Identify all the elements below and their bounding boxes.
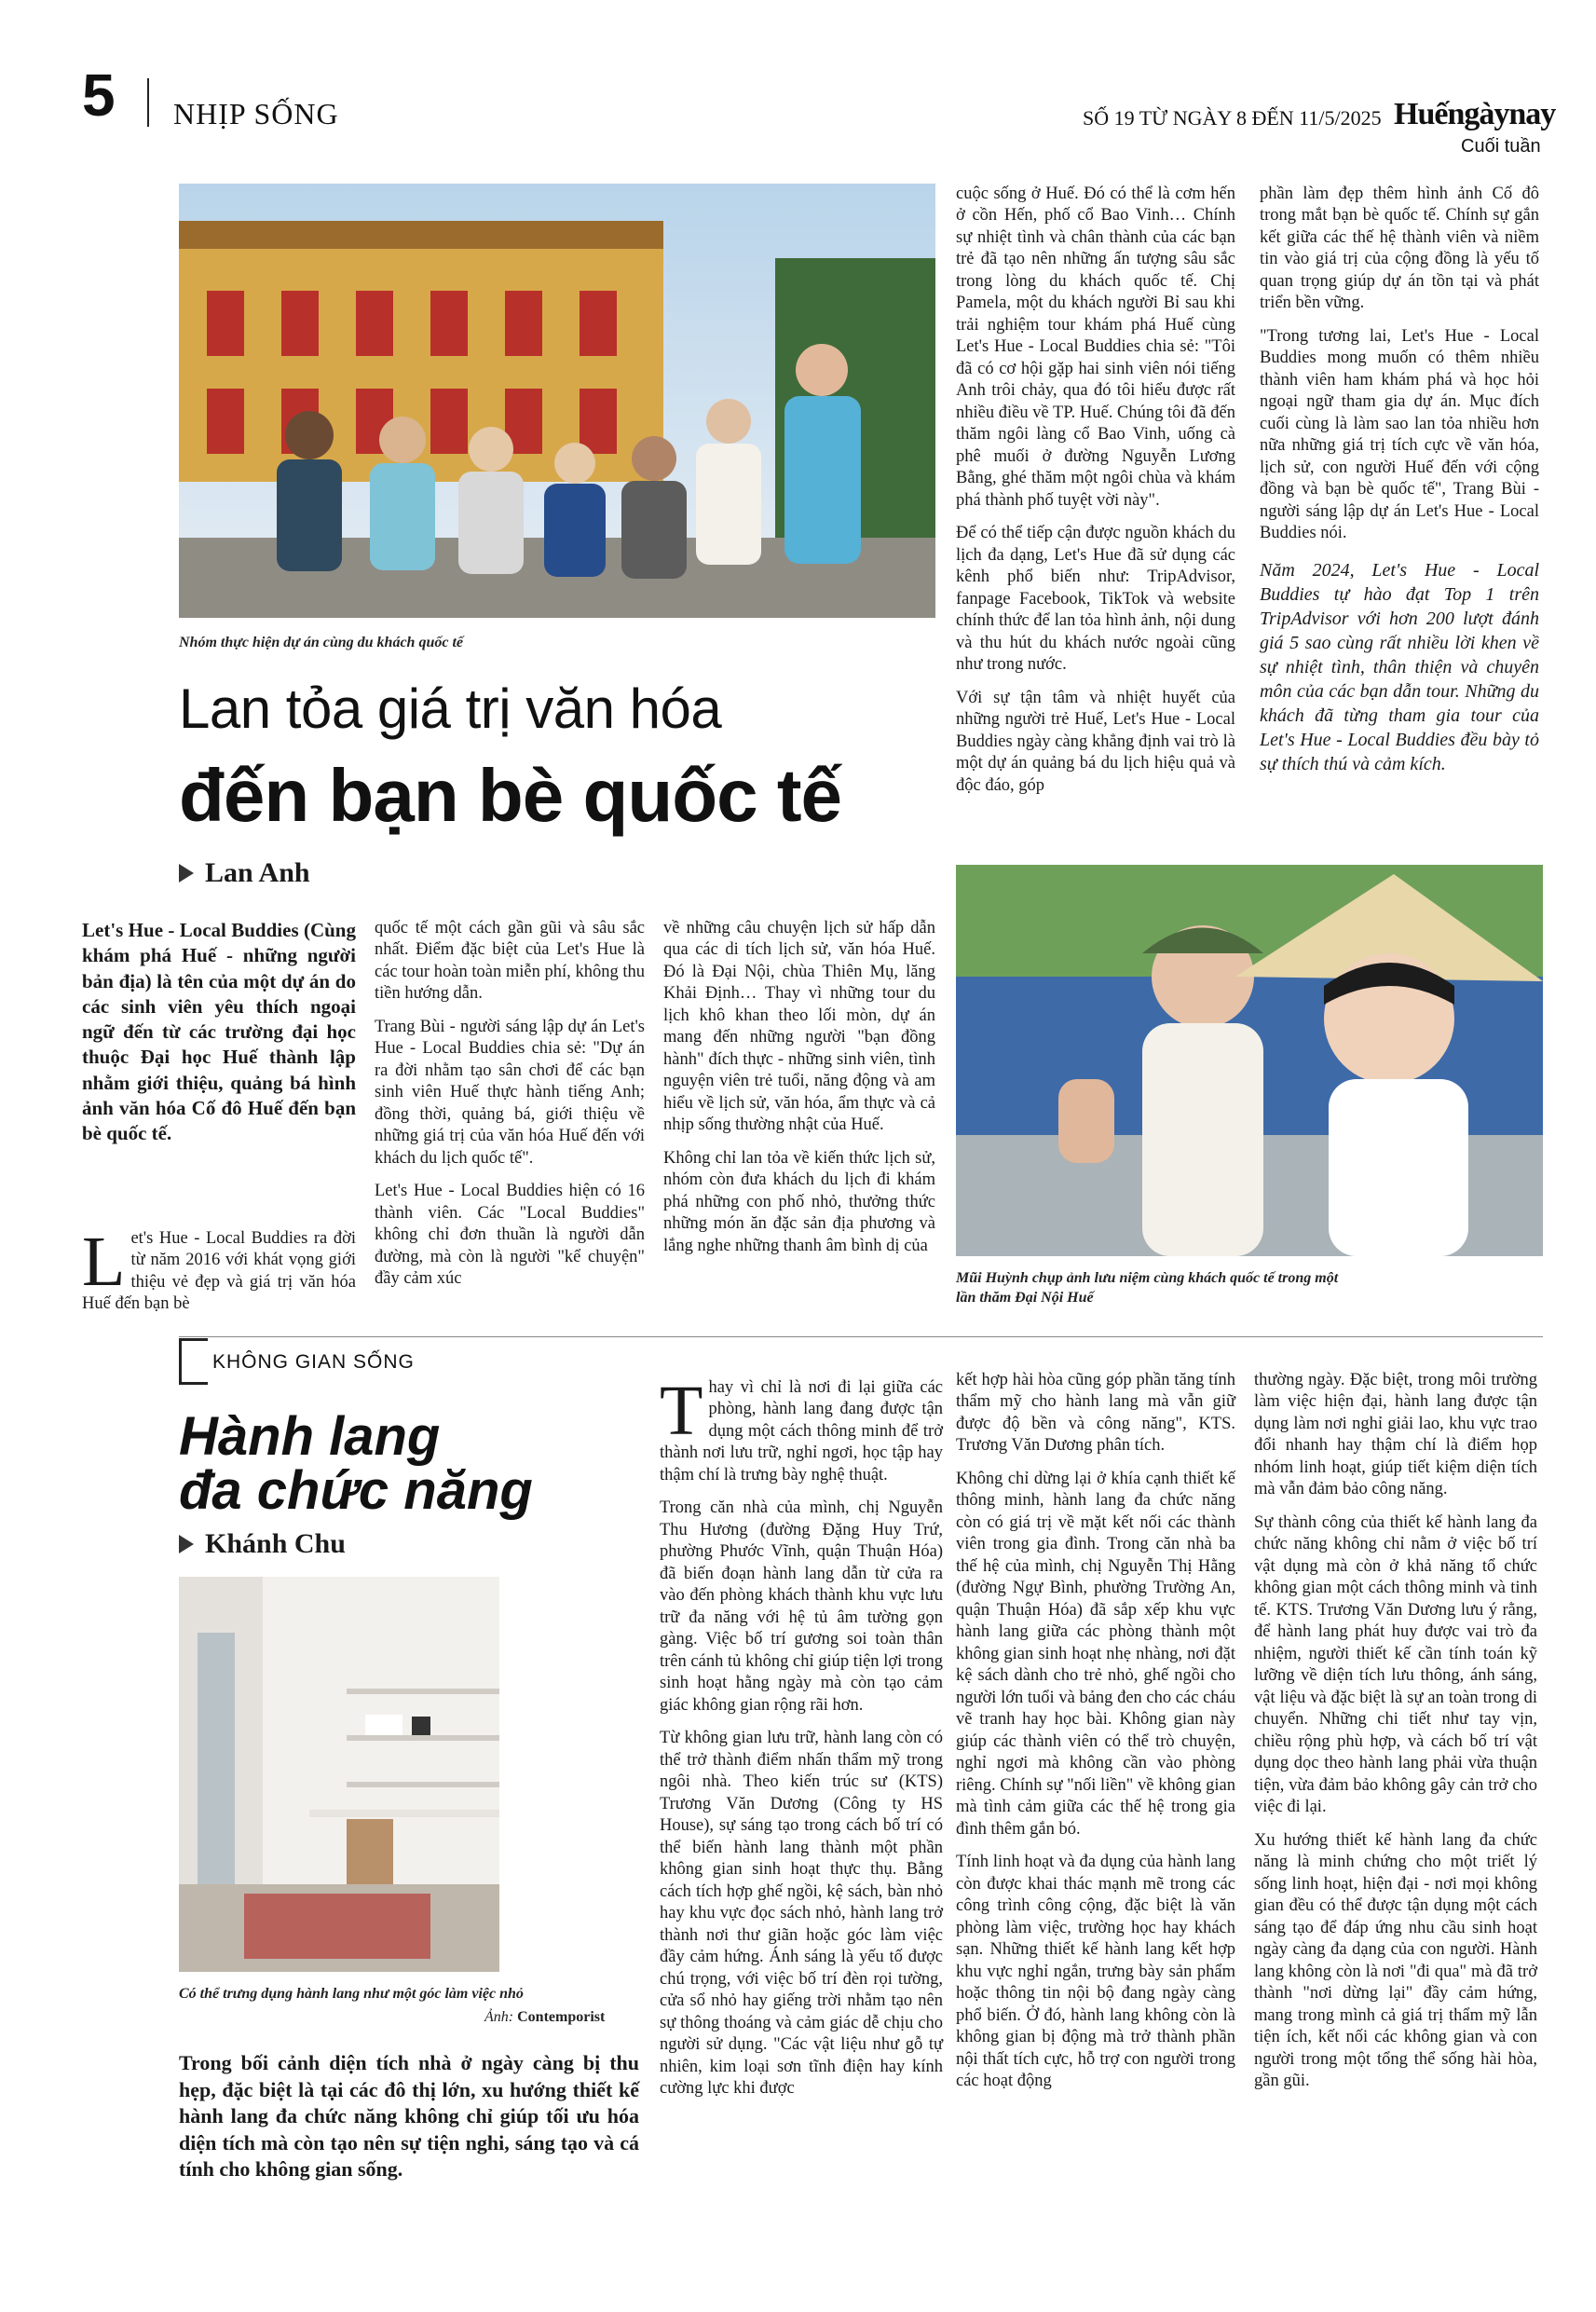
article2-lede: Trong bối cảnh diện tích nhà ở ngày càng bị thu hẹp, đặc biệt là tại các đô thị lớn, xu hướng thiết kế hành lang đa chức năng không chỉ giúp tối ưu hóa diện tích mà còn tạo nên sự tiện nghi, sáng tạo và cá tính cho không gian sống. [179,2051,639,2182]
article1-col4-p2: Để có thể tiếp cận được nguồn khách du lịch đa dạng, Let's Hue đã sử dụng các kênh phổ biến như: TripAdvisor, fanpage Facebook, TikTok và website chính thức để lan tỏa hình ảnh, nội dung và thu hút du khách nước ngoài cũng như trong nước. [956,524,1235,675]
article2-col4 [1254,1370,1537,2104]
photo3-caption: Có thể trưng dụng hành lang như một góc làm việc nhỏ [179,1986,524,2002]
article2-col2-p3: Từ không gian lưu trữ, hành lang còn có thể trở thành điểm nhấn thẩm mỹ trong ngôi nhà. Theo kiến trúc sư (KTS) Trương Văn Dương (Công ty HS House), sự sáng tạo trong cách bố trí có thể biến hành lang thành một phần không gian sinh hoạt thực thụ. Bằng cách tích hợp ghế ngồi, kệ sách, bàn nhỏ hay khu vực đọc sách nhỏ, hành lang trở thành nơi thư giãn hoặc góc làm việc đầy cảm hứng. Ánh sáng là yếu tố được chú trọng, với việc bố trí đèn rọi tường, cửa sổ nhỏ hay giếng trời nhằm tạo nên sự thông thoáng và cảm giác dễ chịu cho người sử dụng. "Các vật liệu như gỗ tự nhiên, kim loại sơn tĩnh điện hay kính cường lực khi được [660,1729,943,2099]
byline-triangle-icon [179,864,194,882]
article1-col5 [1260,184,1539,787]
article1-col2-p2: Trang Bùi - người sáng lập dự án Let's Hue - Local Buddies chia sẻ: "Dự án ra đời nhằm tạo sân chơi để các bạn sinh viên Huế thực hành tiếng Anh; đồng thời, quảng bá, giới thiệu về những giá trị của văn hóa Huế đến với khách du lịch quốc tế". [375,1017,645,1168]
byline-triangle-icon [179,1535,194,1553]
brand-logo: Huếngàynay [1394,97,1556,131]
article1-col2-p1: quốc tế một cách gần gũi và sâu sắc nhất. Điểm đặc biệt của Let's Hue là các tour hoàn toàn miễn phí, không thu tiền hướng dẫn. [375,919,645,1004]
article2-col3-p1: kết hợp hài hòa cũng góp phần tăng tính thẩm mỹ cho hành lang mà vẫn giữ được độ bền và công năng", KTS. Trương Văn Dương phân tích. [956,1371,1235,1456]
article2-col4-p3: Xu hướng thiết kế hành lang đa chức năng là minh chứng cho một triết lý sống linh hoạt, hiện đại - nơi mọi không gian đều có thể được tận dụng một cách sáng tạo để đáp ứng nhu cầu sinh hoạt ngày càng đa dạng của con người. Hành lang không còn là nơi "đi qua" mà đã trở thành "nơi dừng lại" đầy cảm hứng, mang trong mình cả giá trị thẩm mỹ lẫn tiện ích, kết nối các không gian và con người trong một tổng thể sống hài hòa, gần gũi. [1254,1830,1537,2091]
article2-col3 [956,1370,1235,2104]
article1-col1-p1: Let's Hue - Local Buddies ra đời từ năm 2016 với khát vọng giới thiệu vẻ đẹp và giá trị văn hóa Huế đến bạn bè [82,1223,356,1314]
article2-col3-p3: Tính linh hoạt và đa dụng của hành lang còn được khai thác mạnh mẽ trong các công trình công cộng, đặc biệt là văn phòng làm việc, trường học hay khách sạn. Những thiết kế hành lang kết hợp khu vực nghỉ ngắn, trưng bày sản phẩm hoặc thông tin nội bộ đang ngày càng phổ biến. Ở đó, hành lang không còn là không gian bị động mà trở thành phần nội thất tích cực, hỗ trợ con người trong các hoạt động [956,1853,1235,2091]
article2-col2-p2: Trong căn nhà của mình, chị Nguyễn Thu Hương (đường Đặng Huy Trứ, phường Phước Vĩnh, quận Thuận Hóa) đã biến đoạn hành lang dẫn từ cửa ra vào đến phòng khách thành khu vực lưu trữ đa năng với hệ tủ âm tường gọn gàng. Việc bố trí gương soi toàn thân trên cánh tủ không chỉ giúp tiện lợi trong sinh hoạt hằng ngày mà còn tạo cảm giác không gian rộng rãi hơn. [660,1498,943,1715]
photo-selfie-art [956,865,1543,1256]
article1-byline [179,857,310,889]
article1-col1 [82,1223,356,1327]
article2-col3-p2: Không chỉ dừng lại ở khía cạnh thiết kế thông minh, hành lang đa chức năng còn có giá trị về mặt kết nối các thành viên trong gia đình. Trong căn nhà ba thế hệ của mình, chị Nguyễn Thị Hằng (đường Ngự Bình, phường Trường An, quận Thuận Hóa) đã sắp xếp khu vực hành lang giữa các phòng thành một không gian sinh hoạt nhẹ nhàng, nơi đặt kệ sách dành cho trẻ nhỏ, ghế ngồi cho người lớn tuổi và bảng đen cho các cháu vẽ tranh hay học bài. Không gian này giúp các thành viên có thể trò chuyện, nghỉ ngơi mà không cần vào phòng riêng. Chính sự "nối liền" về không gian mà tình cảm giữa các thế hệ trong gia đình thêm gắn bó. [956,1469,1235,1839]
article1-col3-p1: về những câu chuyện lịch sử hấp dẫn qua các di tích lịch sử, văn hóa Huế. Đó là Đại Nội, chùa Thiên Mụ, lăng Khải Định… Thay vì những tour du lịch khô khan theo lối mòn, dự án mang đến những người "bạn đồng hành" đích thực - những sinh viên, tình nguyện viên trẻ tuổi, năng động và am hiểu về lịch sử, văn hóa, ẩm thực và cả nhịp sống thường nhật của Huế. [663,919,935,1135]
photo1-caption: Nhóm thực hiện dự án cùng du khách quốc tế [179,635,463,650]
article1-col4 [956,184,1235,808]
article1-col2-p3: Let's Hue - Local Buddies hiện có 16 thành viên. Các "Local Buddies" không chỉ đơn thuần là người dẫn đường, mà còn là người "kể chuyện" đầy cảm xúc [375,1182,645,1289]
kicker-box-icon [179,1338,208,1385]
article1-col5-quote: Năm 2024, Let's Hue - Local Buddies tự hào đạt Top 1 trên TripAdvisor với hơn 200 lượt đánh giá 5 sao cùng rất nhiều lời khen về sự nhiệt tình, thân thiện và chuyên môn của các bạn dẫn tour. Những du khách đã từng tham gia tour của Let's Hue - Local Buddies đều bày tỏ sự thích thú và cảm kích. [1260,559,1539,774]
article2-col2 [660,1372,943,2112]
photo-selfie [956,865,1543,1256]
article1-author: Lan Anh [205,857,310,888]
photo-group-tourists [179,184,935,618]
photo-credit-label: Ảnh: [484,2009,514,2025]
photo2-caption: Mũi Huỳnh chụp ảnh lưu niệm cùng khách quốc tế trong một lần thăm Đại Nội Huế [956,1270,1339,1306]
section-divider [179,1336,1543,1337]
article2-col2-p1: Thay vì chỉ là nơi đi lại giữa các phòng, hành lang đang được tận dụng một cách thông minh để trở thành nơi lưu trữ, nghỉ ngơi, học tập hay thậm chí là trưng bày nghệ thuật. [660,1372,943,1484]
article1-col4-p1: cuộc sống ở Huế. Đó có thể là cơm hến ở cồn Hến, phố cổ Bao Vinh… Chính sự nhiệt tình và chân thành của các bạn trẻ đã tạo nên những ấn tượng sâu sắc trong lòng du khách quốc tế. Chị Pamela, một du khách người Bỉ sau khi trải nghiệm tour khám phá Huế cùng Let's Hue - Local Buddies chia sẻ: "Tôi đã có cơ hội gặp hai sinh viên nói tiếng Anh trôi chảy, qua đó tôi hiểu được rất nhiều điều về TP. Huế. Chúng tôi đã đến thăm ngôi làng cổ Bao Vinh, uống cà phê muối ở đường Nguyễn Lương Bằng, ghé thăm một ngôi chùa và khám phá thành phố tuyệt vời này". [956,185,1235,510]
issue-info: SỐ 19 TỪ NGÀY 8 ĐẾN 11/5/2025 [1083,106,1382,130]
photo-group-tourists-art [179,184,935,618]
article2-kicker: KHÔNG GIAN SỐNG [212,1351,415,1373]
section-title: NHỊP SỐNG [173,97,339,130]
article1-title-line1: Lan tỏa giá trị văn hóa [179,677,722,740]
article1-col5-p2: "Trong tương lai, Let's Hue - Local Buddies mong muốn có thêm nhiều thành viên ham khám phá và học hỏi ngoại ngữ tham gia dự án. Mục đích cuối cùng là làm sao lan tỏa nhiều hơn nữa những giá trị tích cực về văn hóa, lịch sử, con người Huế đến với cộng đồng và bạn bè quốc tế", Trang Bùi - người sáng lập dự án Let's Hue - Local Buddies nói. [1260,326,1539,543]
photo-credit [484,2009,605,2026]
photo-hallway-art [179,1577,499,1972]
article1-col3 [663,918,935,1268]
article2-byline [179,1528,346,1560]
page-number: 5 [82,62,116,129]
article2-col4-p2: Sự thành công của thiết kế hành lang đa chức năng không chỉ nằm ở việc bố trí vật dụng mà còn ở khả năng tổ chức không gian một cách thông minh và tinh tế. KTS. Trương Văn Dương lưu ý rằng, để hành lang phát huy được vai trò đa nhiệm, người thiết kế cần tính toán kỹ lưỡng về diện tích lưu thông, ánh sáng, vật liệu và đặc biệt là sự an toàn trong di chuyển. Những chi tiết như tay vịn, chiều rộng phù hợp, và cách bố trí vật dụng dọc theo hành lang phải vừa thuận tiện, vừa đảm bảo không gây cản trở cho việc đi lại. [1254,1512,1537,1817]
article2-title-line1: Hành lang [179,1406,441,1467]
article2-author: Khánh Chu [205,1528,346,1559]
article1-title-line2: đến bạn bè quốc tế [179,754,841,837]
article1-col5-p1: phần làm đẹp thêm hình ảnh Cố đô trong mắt bạn bè quốc tế. Chính sự gắn kết giữa các thế hệ thành viên và niềm tin vào giá trị của cộng đồng là yếu tố quan trọng giúp dự án tồn tại và phát triển bền vững. [1260,185,1539,313]
article1-lede: Let's Hue - Local Buddies (Cùng khám phá Huế - những người bản địa) là tên của một dự án do các sinh viên yêu thích ngoại ngữ đến từ các trường đại học thuộc Đại học Huế thành lập nhằm giới thiệu, quảng bá hình ảnh văn hóa Cố đô Huế đến bạn bè quốc tế. [82,919,356,1145]
article1-col3-p2: Không chỉ lan tỏa về kiến thức lịch sử, nhóm còn đưa khách du lịch đi khám phá những con phố nhỏ, thưởng thức những món ăn đặc sản địa phương và lắng nghe những thanh âm bình dị của [663,1148,935,1255]
photo-credit-name: Contemporist [517,2009,606,2025]
article1-col2 [375,918,645,1302]
article1-col4-p3: Với sự tận tâm và nhiệt huyết của những người trẻ Huế, Let's Hue - Local Buddies ngày càng khẳng định vai trò là một dự án quảng bá du lịch hiệu quả và độc đáo, góp [956,688,1235,795]
photo-hallway [179,1577,499,1972]
article2-col4-p1: thường ngày. Đặc biệt, trong môi trường làm việc hiện đại, hành lang được tận dụng làm nơi nghỉ giải lao, khu vực trao đổi nhanh hay thậm chí là điểm họp nhóm linh hoạt, giúp tiết kiệm diện tích mà vẫn đảm bảo công năng. [1254,1371,1537,1499]
article2-title-line2: đa chức năng [179,1460,533,1521]
header-divider [147,78,149,127]
brand-sub: Cuối tuần [1461,136,1541,157]
